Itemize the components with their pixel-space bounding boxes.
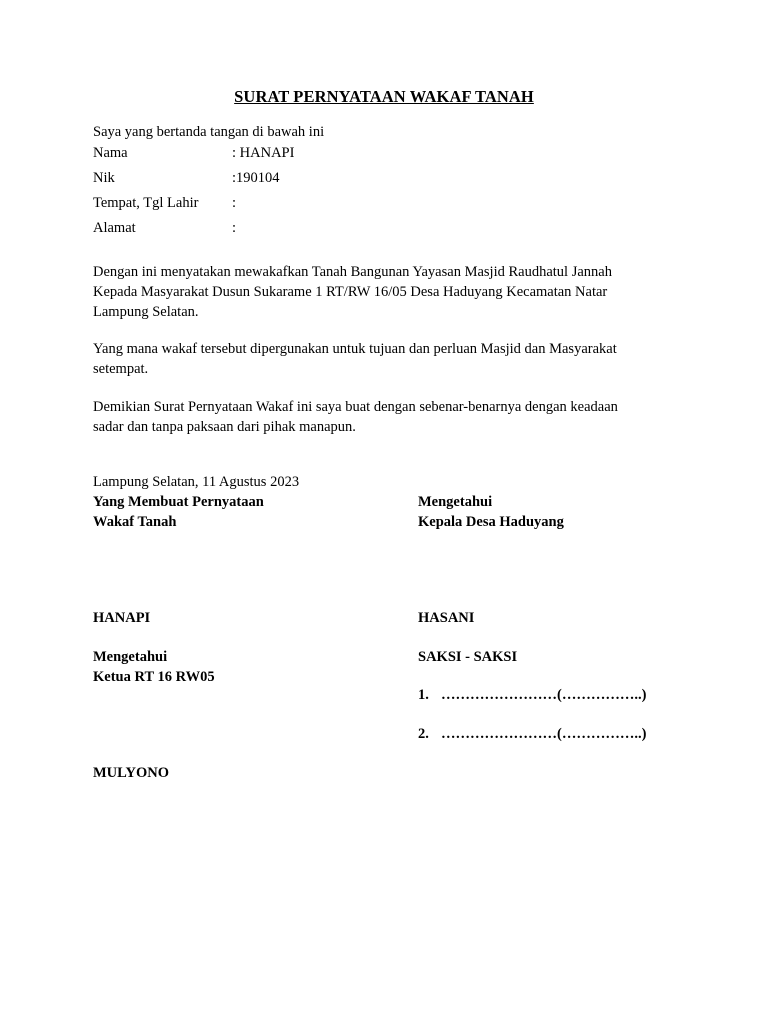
witness-title: SAKSI - SAKSI: [418, 649, 518, 665]
paragraph-line: Lampung Selatan.: [93, 304, 199, 320]
paragraph-closing: [93, 397, 683, 437]
witness-signature-line: ……………………(……………..): [441, 726, 647, 742]
witness-number: 1.: [418, 687, 429, 703]
field-label-tempat-tgl-lahir: Tempat, Tgl Lahir: [93, 195, 199, 211]
place-date: Lampung Selatan, 11 Agustus 2023: [93, 474, 300, 490]
field-label-nik: Nik: [93, 170, 115, 186]
village-head-name: HASANI: [418, 610, 475, 626]
paragraph-line: setempat.: [93, 361, 149, 377]
maker-title-line1: Yang Membuat Pernyataan: [93, 494, 264, 510]
field-value-nik: :190104: [232, 170, 280, 186]
intro-text: Saya yang bertanda tangan di bawah ini: [93, 124, 325, 140]
rt-name: MULYONO: [93, 765, 169, 781]
maker-title-line2: Wakaf Tanah: [93, 514, 177, 530]
field-label-nama: Nama: [93, 145, 128, 161]
paragraph-declaration: [93, 262, 683, 322]
field-value-nama: : HANAPI: [232, 145, 295, 161]
field-value-alamat: :: [232, 220, 237, 236]
rt-title-line2: Ketua RT 16 RW05: [93, 669, 215, 685]
maker-name: HANAPI: [93, 610, 151, 626]
paragraph-line: Demikian Surat Pernyataan Wakaf ini saya buat dengan sebenar-benarnya dengan keadaan: [93, 399, 618, 415]
field-label-alamat: Alamat: [93, 220, 136, 236]
witness-signature-line: ……………………(……………..): [441, 687, 647, 703]
paragraph-line: Dengan ini menyatakan mewakafkan Tanah Bangunan Yayasan Masjid Raudhatul Jannah: [93, 264, 612, 280]
paragraph-line: Kepada Masyarakat Dusun Sukarame 1 RT/RW 16/05 Desa Haduyang Kecamatan Natar: [93, 284, 608, 300]
field-value-tempat-tgl-lahir: :: [232, 195, 237, 211]
paragraph-line: Yang mana wakaf tersebut dipergunakan untuk tujuan dan perluan Masjid dan Masyarakat: [93, 341, 617, 357]
paragraph-line: sadar dan tanpa paksaan dari pihak manapun.: [93, 419, 356, 435]
document-title: SURAT PERNYATAAN WAKAF TANAH: [234, 87, 534, 106]
witness-number: 2.: [418, 726, 429, 742]
paragraph-purpose: [93, 339, 683, 379]
village-head-title-line2: Kepala Desa Haduyang: [418, 514, 564, 530]
village-head-title-line1: Mengetahui: [418, 494, 493, 510]
rt-title-line1: Mengetahui: [93, 649, 168, 665]
